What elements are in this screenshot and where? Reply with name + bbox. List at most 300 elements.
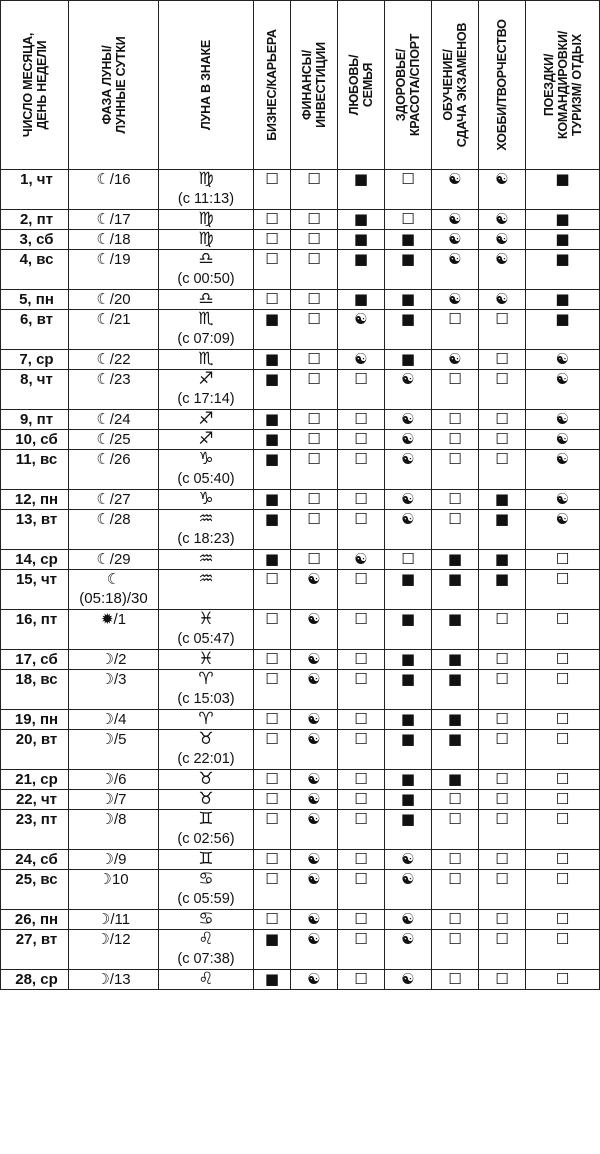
rating-cell bbox=[479, 910, 526, 930]
rating-cell bbox=[385, 570, 432, 610]
rating-cell bbox=[526, 790, 600, 810]
filled-square-icon: ■ bbox=[264, 430, 280, 448]
table-row bbox=[1, 730, 600, 770]
day-cell: 21, ср bbox=[1, 770, 69, 790]
table-row bbox=[1, 770, 600, 790]
filled-square-icon: ■ bbox=[494, 550, 510, 568]
column-header-2 bbox=[159, 1, 254, 170]
empty-square-icon: ☐ bbox=[265, 810, 279, 828]
rating-cell bbox=[385, 810, 432, 850]
filled-square-icon: ■ bbox=[494, 510, 510, 528]
filled-square-icon: ■ bbox=[400, 770, 416, 788]
rating-cell bbox=[291, 570, 338, 610]
column-header-5 bbox=[338, 1, 385, 170]
empty-square-icon: ☐ bbox=[495, 770, 509, 788]
rating-cell bbox=[338, 790, 385, 810]
column-header-label: БИЗНЕС/КАРЬЕРА bbox=[265, 29, 279, 141]
yin-yang-icon: ☯ bbox=[401, 910, 415, 928]
rating-cell bbox=[526, 490, 600, 510]
zodiac-sign-icon: ♎ bbox=[198, 249, 214, 269]
rating-cell bbox=[338, 310, 385, 350]
yin-yang-icon: ☯ bbox=[555, 450, 570, 468]
rating-cell bbox=[385, 650, 432, 670]
zodiac-since-time: (с 15:03) bbox=[177, 691, 235, 707]
empty-square-icon: ☐ bbox=[265, 910, 279, 928]
empty-square-icon: ☐ bbox=[448, 870, 462, 888]
empty-square-icon: ☐ bbox=[495, 410, 509, 428]
zodiac-sign-icon: ♍ bbox=[198, 229, 214, 249]
empty-square-icon: ☐ bbox=[354, 510, 368, 528]
rating-cell bbox=[291, 370, 338, 410]
empty-square-icon: ☐ bbox=[495, 810, 509, 828]
rating-cell bbox=[338, 550, 385, 570]
filled-square-icon: ■ bbox=[264, 550, 280, 568]
filled-square-icon: ■ bbox=[447, 650, 463, 668]
column-header-8 bbox=[479, 1, 526, 170]
empty-square-icon: ☐ bbox=[495, 610, 509, 628]
table-row bbox=[1, 870, 600, 910]
zodiac-sign-icon: ♏ bbox=[198, 349, 214, 369]
rating-cell bbox=[254, 290, 291, 310]
yin-yang-icon: ☯ bbox=[354, 310, 368, 328]
rating-cell bbox=[254, 610, 291, 650]
yin-yang-icon: ☯ bbox=[555, 370, 570, 388]
empty-square-icon: ☐ bbox=[307, 450, 321, 468]
rating-cell bbox=[526, 570, 600, 610]
moon-phase-text: ☽/5 bbox=[100, 731, 127, 748]
yin-yang-icon: ☯ bbox=[448, 230, 462, 248]
rating-cell bbox=[432, 770, 479, 790]
rating-cell bbox=[291, 290, 338, 310]
moon-phase-cell bbox=[69, 490, 159, 510]
rating-cell bbox=[385, 350, 432, 370]
rating-cell bbox=[291, 230, 338, 250]
yin-yang-icon: ☯ bbox=[448, 290, 462, 308]
moon-phase-cell bbox=[69, 210, 159, 230]
zodiac-cell bbox=[159, 850, 254, 870]
rating-cell bbox=[291, 350, 338, 370]
day-cell: 1, чт bbox=[1, 170, 69, 210]
empty-square-icon: ☐ bbox=[495, 370, 509, 388]
rating-cell bbox=[479, 970, 526, 990]
rating-cell bbox=[291, 490, 338, 510]
rating-cell bbox=[338, 410, 385, 430]
yin-yang-icon: ☯ bbox=[307, 870, 321, 888]
empty-square-icon: ☐ bbox=[495, 870, 509, 888]
empty-square-icon: ☐ bbox=[555, 650, 570, 668]
rating-cell bbox=[526, 650, 600, 670]
rating-cell bbox=[526, 610, 600, 650]
table-row bbox=[1, 310, 600, 350]
filled-square-icon: ■ bbox=[264, 310, 280, 328]
zodiac-sign-icon: ♒ bbox=[198, 549, 214, 569]
moon-phase-text: ☽/6 bbox=[100, 771, 127, 788]
yin-yang-icon: ☯ bbox=[555, 410, 570, 428]
rating-cell bbox=[338, 770, 385, 790]
empty-square-icon: ☐ bbox=[354, 790, 368, 808]
zodiac-cell bbox=[159, 250, 254, 290]
zodiac-sign-icon: ♓ bbox=[198, 609, 214, 629]
rating-cell bbox=[385, 170, 432, 210]
zodiac-sign-icon: ♒ bbox=[198, 509, 214, 529]
filled-square-icon: ■ bbox=[264, 450, 280, 468]
rating-cell bbox=[479, 310, 526, 350]
empty-square-icon: ☐ bbox=[448, 910, 462, 928]
rating-cell bbox=[385, 970, 432, 990]
moon-phase-cell bbox=[69, 870, 159, 910]
rating-cell bbox=[479, 570, 526, 610]
empty-square-icon: ☐ bbox=[307, 430, 321, 448]
empty-square-icon: ☐ bbox=[354, 490, 368, 508]
empty-square-icon: ☐ bbox=[307, 550, 321, 568]
rating-cell bbox=[338, 290, 385, 310]
empty-square-icon: ☐ bbox=[555, 770, 570, 788]
filled-square-icon: ■ bbox=[494, 570, 510, 588]
yin-yang-icon: ☯ bbox=[401, 870, 415, 888]
empty-square-icon: ☐ bbox=[555, 790, 570, 808]
table-row bbox=[1, 210, 600, 230]
rating-cell bbox=[526, 970, 600, 990]
yin-yang-icon: ☯ bbox=[307, 650, 321, 668]
filled-square-icon: ■ bbox=[400, 250, 416, 268]
column-header-label: ФИНАНСЫ/ ИНВЕСТИЦИИ bbox=[300, 42, 328, 128]
rating-cell bbox=[432, 710, 479, 730]
rating-cell bbox=[254, 430, 291, 450]
zodiac-since-time: (с 02:56) bbox=[177, 831, 235, 847]
empty-square-icon: ☐ bbox=[555, 850, 570, 868]
moon-phase-cell bbox=[69, 790, 159, 810]
yin-yang-icon: ☯ bbox=[401, 430, 415, 448]
yin-yang-icon: ☯ bbox=[448, 350, 462, 368]
moon-phase-text: ☾/17 bbox=[96, 211, 131, 228]
moon-phase-text: ☾/20 bbox=[96, 291, 131, 308]
rating-cell bbox=[254, 210, 291, 230]
empty-square-icon: ☐ bbox=[448, 430, 462, 448]
yin-yang-icon: ☯ bbox=[495, 170, 509, 188]
zodiac-sign-icon: ♉ bbox=[198, 769, 214, 789]
yin-yang-icon: ☯ bbox=[555, 350, 570, 368]
rating-cell bbox=[291, 210, 338, 230]
yin-yang-icon: ☯ bbox=[401, 410, 415, 428]
empty-square-icon: ☐ bbox=[265, 570, 279, 588]
zodiac-cell bbox=[159, 810, 254, 850]
moon-phase-cell bbox=[69, 410, 159, 430]
filled-square-icon: ■ bbox=[353, 210, 369, 228]
empty-square-icon: ☐ bbox=[401, 550, 415, 568]
rating-cell bbox=[291, 610, 338, 650]
rating-cell bbox=[338, 430, 385, 450]
zodiac-cell bbox=[159, 230, 254, 250]
yin-yang-icon: ☯ bbox=[495, 230, 509, 248]
moon-phase-cell bbox=[69, 970, 159, 990]
yin-yang-icon: ☯ bbox=[354, 350, 368, 368]
zodiac-cell bbox=[159, 450, 254, 490]
filled-square-icon: ■ bbox=[353, 170, 369, 188]
column-header-1 bbox=[69, 1, 159, 170]
rating-cell bbox=[385, 210, 432, 230]
empty-square-icon: ☐ bbox=[354, 710, 368, 728]
rating-cell bbox=[291, 710, 338, 730]
rating-cell bbox=[432, 650, 479, 670]
zodiac-sign-icon: ♈ bbox=[198, 669, 214, 689]
table-row bbox=[1, 790, 600, 810]
filled-square-icon: ■ bbox=[400, 350, 416, 368]
empty-square-icon: ☐ bbox=[555, 550, 570, 568]
yin-yang-icon: ☯ bbox=[307, 670, 321, 688]
empty-square-icon: ☐ bbox=[555, 970, 570, 988]
yin-yang-icon: ☯ bbox=[307, 790, 321, 808]
empty-square-icon: ☐ bbox=[401, 210, 415, 228]
zodiac-cell bbox=[159, 730, 254, 770]
filled-square-icon: ■ bbox=[447, 610, 463, 628]
zodiac-sign-icon: ♈ bbox=[198, 709, 214, 729]
zodiac-cell bbox=[159, 290, 254, 310]
rating-cell bbox=[479, 490, 526, 510]
moon-phase-text: ☾/22 bbox=[96, 351, 131, 368]
table-row bbox=[1, 430, 600, 450]
empty-square-icon: ☐ bbox=[555, 930, 570, 948]
yin-yang-icon: ☯ bbox=[307, 810, 321, 828]
empty-square-icon: ☐ bbox=[495, 650, 509, 668]
empty-square-icon: ☐ bbox=[495, 730, 509, 748]
rating-cell bbox=[479, 770, 526, 790]
rating-cell bbox=[254, 850, 291, 870]
rating-cell bbox=[254, 710, 291, 730]
yin-yang-icon: ☯ bbox=[555, 510, 570, 528]
filled-square-icon: ■ bbox=[400, 650, 416, 668]
moon-phase-text: ☽/9 bbox=[100, 851, 127, 868]
rating-cell bbox=[291, 670, 338, 710]
empty-square-icon: ☐ bbox=[354, 610, 368, 628]
rating-cell bbox=[385, 870, 432, 910]
column-header-label: ЗДОРОВЬЕ/ КРАСОТА/СПОРТ bbox=[394, 33, 422, 137]
rating-cell bbox=[254, 930, 291, 970]
day-cell: 25, вс bbox=[1, 870, 69, 910]
day-cell: 22, чт bbox=[1, 790, 69, 810]
column-header-6 bbox=[385, 1, 432, 170]
rating-cell bbox=[385, 290, 432, 310]
rating-cell bbox=[479, 410, 526, 430]
empty-square-icon: ☐ bbox=[354, 570, 368, 588]
rating-cell bbox=[432, 790, 479, 810]
rating-cell bbox=[526, 170, 600, 210]
column-header-label: ОБУЧЕНИЕ/ СДАЧА ЭКЗАМЕНОВ bbox=[441, 22, 469, 148]
empty-square-icon: ☐ bbox=[265, 850, 279, 868]
rating-cell bbox=[385, 770, 432, 790]
day-cell: 4, вс bbox=[1, 250, 69, 290]
rating-cell bbox=[254, 670, 291, 710]
yin-yang-icon: ☯ bbox=[307, 930, 321, 948]
rating-cell bbox=[432, 430, 479, 450]
empty-square-icon: ☐ bbox=[307, 490, 321, 508]
empty-square-icon: ☐ bbox=[448, 410, 462, 428]
zodiac-cell bbox=[159, 650, 254, 670]
empty-square-icon: ☐ bbox=[307, 310, 321, 328]
rating-cell bbox=[526, 810, 600, 850]
moon-phase-cell bbox=[69, 610, 159, 650]
rating-cell bbox=[254, 350, 291, 370]
rating-cell bbox=[385, 250, 432, 290]
rating-cell bbox=[432, 230, 479, 250]
rating-cell bbox=[254, 510, 291, 550]
moon-phase-text: ☾/23 bbox=[96, 371, 131, 388]
zodiac-sign-icon: ♒ bbox=[198, 569, 214, 589]
rating-cell bbox=[338, 930, 385, 970]
filled-square-icon: ■ bbox=[400, 610, 416, 628]
filled-square-icon: ■ bbox=[555, 290, 570, 308]
yin-yang-icon: ☯ bbox=[401, 970, 415, 988]
rating-cell bbox=[254, 650, 291, 670]
empty-square-icon: ☐ bbox=[265, 710, 279, 728]
rating-cell bbox=[479, 450, 526, 490]
zodiac-cell bbox=[159, 910, 254, 930]
rating-cell bbox=[479, 650, 526, 670]
rating-cell bbox=[254, 310, 291, 350]
column-header-label: ПОЕЗДКИ/ КОМАНДИРОВКИ/ ТУРИЗМ/ ОТДЫХ bbox=[541, 30, 584, 140]
table-row bbox=[1, 490, 600, 510]
empty-square-icon: ☐ bbox=[354, 910, 368, 928]
empty-square-icon: ☐ bbox=[354, 410, 368, 428]
moon-phase-text: ☾/26 bbox=[96, 451, 131, 468]
yin-yang-icon: ☯ bbox=[401, 850, 415, 868]
moon-phase-text: ☽/7 bbox=[100, 791, 127, 808]
filled-square-icon: ■ bbox=[264, 350, 280, 368]
yin-yang-icon: ☯ bbox=[401, 510, 415, 528]
filled-square-icon: ■ bbox=[555, 310, 570, 328]
yin-yang-icon: ☯ bbox=[307, 910, 321, 928]
rating-cell bbox=[526, 550, 600, 570]
moon-phase-text: ☾/27 bbox=[96, 491, 131, 508]
yin-yang-icon: ☯ bbox=[495, 210, 509, 228]
rating-cell bbox=[526, 850, 600, 870]
empty-square-icon: ☐ bbox=[555, 910, 570, 928]
column-header-label: ЧИСЛО МЕСЯЦА, ДЕНЬ НЕДЕЛИ bbox=[20, 32, 49, 138]
rating-cell bbox=[291, 430, 338, 450]
rating-cell bbox=[338, 250, 385, 290]
moon-phase-text: ☽/8 bbox=[100, 811, 127, 828]
rating-cell bbox=[291, 310, 338, 350]
rating-cell bbox=[291, 870, 338, 910]
table-row bbox=[1, 450, 600, 490]
zodiac-cell bbox=[159, 210, 254, 230]
rating-cell bbox=[432, 210, 479, 230]
rating-cell bbox=[432, 310, 479, 350]
empty-square-icon: ☐ bbox=[555, 730, 570, 748]
empty-square-icon: ☐ bbox=[555, 570, 570, 588]
table-row bbox=[1, 410, 600, 430]
empty-square-icon: ☐ bbox=[495, 930, 509, 948]
rating-cell bbox=[479, 870, 526, 910]
rating-cell bbox=[254, 790, 291, 810]
rating-cell bbox=[526, 670, 600, 710]
zodiac-cell bbox=[159, 370, 254, 410]
moon-phase-text: ☾/16 bbox=[96, 171, 131, 188]
table-row bbox=[1, 550, 600, 570]
table-row bbox=[1, 910, 600, 930]
filled-square-icon: ■ bbox=[264, 370, 280, 388]
rating-cell bbox=[291, 410, 338, 430]
rating-cell bbox=[432, 410, 479, 430]
moon-phase-cell bbox=[69, 570, 159, 610]
moon-phase-text: ☾/18 bbox=[96, 231, 131, 248]
rating-cell bbox=[385, 510, 432, 550]
zodiac-sign-icon: ♌ bbox=[198, 929, 214, 949]
rating-cell bbox=[254, 490, 291, 510]
table-row bbox=[1, 350, 600, 370]
rating-cell bbox=[254, 570, 291, 610]
yin-yang-icon: ☯ bbox=[555, 430, 570, 448]
zodiac-cell bbox=[159, 710, 254, 730]
yin-yang-icon: ☯ bbox=[448, 210, 462, 228]
rating-cell bbox=[526, 370, 600, 410]
filled-square-icon: ■ bbox=[264, 930, 280, 948]
table-row bbox=[1, 970, 600, 990]
moon-phase-cell bbox=[69, 170, 159, 210]
rating-cell bbox=[526, 290, 600, 310]
empty-square-icon: ☐ bbox=[307, 210, 321, 228]
rating-cell bbox=[338, 670, 385, 710]
rating-cell bbox=[479, 710, 526, 730]
filled-square-icon: ■ bbox=[353, 230, 369, 248]
empty-square-icon: ☐ bbox=[265, 610, 279, 628]
yin-yang-icon: ☯ bbox=[354, 550, 368, 568]
header-row bbox=[1, 1, 600, 170]
rating-cell bbox=[526, 430, 600, 450]
rating-cell bbox=[526, 410, 600, 430]
zodiac-since-time: (с 17:14) bbox=[177, 391, 235, 407]
moon-phase-cell bbox=[69, 770, 159, 790]
zodiac-since-time: (с 18:23) bbox=[177, 531, 235, 547]
table-row bbox=[1, 170, 600, 210]
zodiac-sign-icon: ♊ bbox=[198, 849, 214, 869]
rating-cell bbox=[432, 290, 479, 310]
day-cell: 23, пт bbox=[1, 810, 69, 850]
zodiac-cell bbox=[159, 970, 254, 990]
zodiac-since-time: (с 07:09) bbox=[177, 331, 235, 347]
empty-square-icon: ☐ bbox=[265, 230, 279, 248]
rating-cell bbox=[385, 310, 432, 350]
moon-phase-text: ☾/25 bbox=[96, 431, 131, 448]
moon-phase-text: ☾/29 bbox=[96, 551, 131, 568]
filled-square-icon: ■ bbox=[447, 670, 463, 688]
moon-phase-cell bbox=[69, 430, 159, 450]
rating-cell bbox=[479, 930, 526, 970]
empty-square-icon: ☐ bbox=[354, 930, 368, 948]
zodiac-cell bbox=[159, 570, 254, 610]
rating-cell bbox=[291, 970, 338, 990]
moon-phase-cell bbox=[69, 930, 159, 970]
rating-cell bbox=[526, 870, 600, 910]
zodiac-cell bbox=[159, 610, 254, 650]
empty-square-icon: ☐ bbox=[495, 970, 509, 988]
rating-cell bbox=[254, 170, 291, 210]
zodiac-cell bbox=[159, 410, 254, 430]
rating-cell bbox=[526, 210, 600, 230]
yin-yang-icon: ☯ bbox=[448, 250, 462, 268]
zodiac-since-time: (с 05:59) bbox=[177, 891, 235, 907]
zodiac-cell bbox=[159, 670, 254, 710]
rating-cell bbox=[432, 250, 479, 290]
moon-phase-text: ☾/21 bbox=[96, 311, 131, 328]
moon-phase-cell bbox=[69, 670, 159, 710]
zodiac-cell bbox=[159, 870, 254, 910]
empty-square-icon: ☐ bbox=[495, 430, 509, 448]
empty-square-icon: ☐ bbox=[495, 850, 509, 868]
moon-phase-cell bbox=[69, 310, 159, 350]
empty-square-icon: ☐ bbox=[555, 670, 570, 688]
zodiac-cell bbox=[159, 930, 254, 970]
moon-phase-text: ✹/1 bbox=[100, 611, 127, 628]
